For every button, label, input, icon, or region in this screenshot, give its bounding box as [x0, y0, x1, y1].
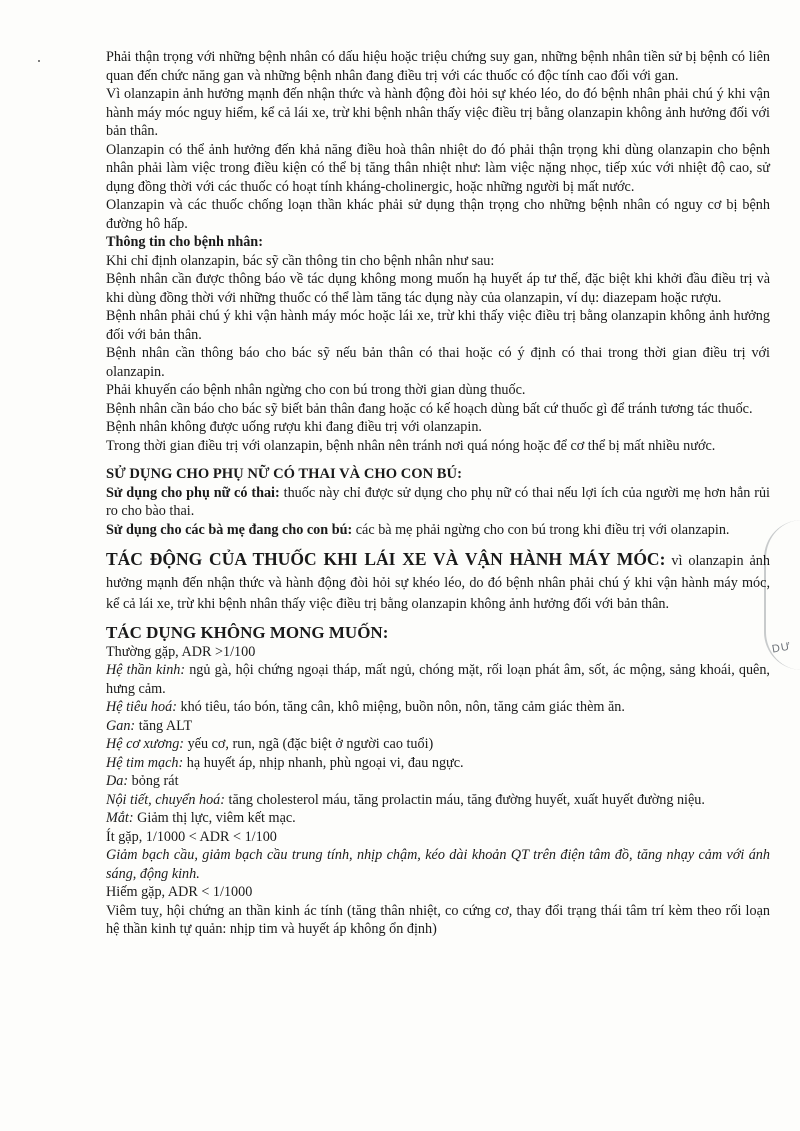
- adverse-row: [106, 661, 770, 698]
- driving-paragraph: [106, 549, 770, 614]
- adverse-row-text: tăng cholesterol máu, tăng prolactin máu, tăng đường huyết, xuất huyết đường niệu.: [225, 791, 705, 808]
- adverse-row-label: Hệ thần kinh:: [106, 662, 186, 678]
- adverse-row-text: ngủ gà, hội chứng ngoại tháp, mất ngủ, chóng mặt, rối loạn phát âm, sốt, ác mộng, sảng khoái, quên, hưng cảm.: [106, 662, 770, 697]
- list-item: Bệnh nhân phải chú ý khi vận hành máy móc hoặc lái xe, trừ khi thấy việc điều trị bằng olanzapin không ảnh hưởng đối với bản thân.: [106, 308, 770, 343]
- list-item: Bệnh nhân cần báo cho bác sỹ biết bản thân đang hoặc có kế hoạch dùng bất cứ thuốc gì để tránh tương tác thuốc.: [106, 400, 753, 417]
- adverse-uncommon: Ít gặp, 1/1000 < ADR < 1/100: [106, 828, 277, 845]
- adverse-row-label: Hệ cơ xương:: [106, 736, 185, 752]
- patient-info-heading: Thông tin cho bệnh nhân:: [106, 234, 263, 250]
- adverse-rare: Hiếm gặp, ADR < 1/1000: [106, 884, 253, 900]
- adverse-row-text: tăng ALT: [135, 717, 193, 734]
- patient-info-intro: Khi chỉ định olanzapin, bác sỹ cần thông tin cho bệnh nhân như sau:: [106, 252, 495, 269]
- adverse-row-text: yếu cơ, run, ngã (đặc biệt ở người cao tuổi): [184, 736, 434, 752]
- adverse-common: Thường gặp, ADR >1/100: [106, 643, 256, 660]
- pregnancy-paragraph: [106, 484, 770, 521]
- list-item: Phải khuyến cáo bệnh nhân ngừng cho con bú trong thời gian dùng thuốc.: [106, 382, 526, 398]
- pregnancy-text: thuốc này chỉ được sử dụng cho phụ nữ có thai nếu lợi ích của người mẹ hơn hẳn rủi ro cho bào thai.: [106, 484, 770, 519]
- paragraph: Olanzapin và các thuốc chống loạn thần khác phải sử dụng thận trọng cho những bệnh nhân có nguy cơ bị bệnh đường hô hấp.: [106, 197, 770, 232]
- adverse-row: [106, 809, 770, 828]
- lactation-paragraph: [106, 521, 770, 540]
- adverse-row: [106, 717, 770, 736]
- adverse-row-label: Da:: [106, 773, 129, 789]
- paragraph: Phải thận trọng với những bệnh nhân có dấu hiệu hoặc triệu chứng suy gan, những bệnh nhân tiền sử bị bệnh có liên quan đến chức năng gan và những bệnh nhân đang điều trị với các thuốc có độc tính cao đối với gan.: [106, 49, 770, 84]
- adverse-rare-text: Viêm tuỵ, hội chứng an thần kinh ác tính (tăng thân nhiệt, co cứng cơ, thay đổi trạng thái tâm trí kèm theo rối loạn hệ thần kinh tự quản: nhịp tim và huyết áp không ổn định): [106, 902, 770, 937]
- adverse-row-label: Gan:: [106, 717, 136, 734]
- adverse-row: [106, 754, 770, 773]
- lactation-text: các bà mẹ phải ngừng cho con bú trong khi điều trị với olanzapin.: [352, 521, 730, 538]
- adverse-row: [106, 791, 770, 810]
- adverse-row: [106, 772, 770, 791]
- list-item: Bệnh nhân cần được thông báo về tác dụng không mong muốn hạ huyết áp tư thế, đặc biệt khi khởi đầu điều trị và khi dùng đồng thời với những thuốc có thể làm tăng tác dụng này của olanzapin, ví dụ: diazepam hoặc rượu.: [106, 271, 770, 306]
- driving-heading: TÁC ĐỘNG CỦA THUỐC KHI LÁI XE VÀ VẬN HÀNH MÁY MÓC:: [106, 549, 666, 569]
- adverse-uncommon-text: Giảm bạch cầu, giảm bạch cầu trung tính, nhịp chậm, kéo dài khoản QT trên điện tâm đồ, tăng nhạy cảm với ánh sáng, động kinh.: [106, 847, 770, 882]
- adverse-row-label: Nội tiết, chuyển hoá:: [106, 791, 225, 808]
- list-item: Trong thời gian điều trị với olanzapin, bệnh nhân nên tránh nơi quá nóng hoặc để cơ thể bị mất nhiều nước.: [106, 437, 716, 454]
- adverse-row-text: hạ huyết áp, nhịp nhanh, phù ngoại vi, đau ngực.: [183, 754, 464, 771]
- document-body: [106, 48, 770, 939]
- adverse-row-text: bỏng rát: [128, 773, 179, 789]
- lactation-label: Sử dụng cho các bà mẹ đang cho con bú:: [106, 521, 353, 538]
- list-item: Bệnh nhân không được uống rượu khi đang điều trị với olanzapin.: [106, 419, 482, 435]
- adverse-row: [106, 698, 770, 717]
- stamp-fragment: DƯ: [771, 640, 793, 656]
- adverse-row-text: Giảm thị lực, viêm kết mạc.: [133, 810, 296, 826]
- driving-text: vì olanzapin ảnh hưởng mạnh đến nhận thức và hành động đòi hỏi sự khéo léo, do đó bệnh nhân phải chú ý khi vận hành máy móc, kể cả lái xe, trừ khi bệnh nhân thấy việc điều trị bằng olanzapin không ảnh hưởng đối với bản thân.: [106, 553, 770, 612]
- adverse-row-label: Mắt:: [106, 810, 134, 826]
- adverse-row-label: Hệ tim mạch:: [106, 754, 184, 771]
- pregnancy-heading: SỬ DỤNG CHO PHỤ NỮ CÓ THAI VÀ CHO CON BÚ:: [106, 466, 462, 482]
- list-item: Bệnh nhân cần thông báo cho bác sỹ nếu bản thân có thai hoặc có ý định có thai trong thời gian điều trị với olanzapin.: [106, 345, 770, 380]
- adverse-row: [106, 735, 770, 754]
- pregnancy-label: Sử dụng cho phụ nữ có thai:: [106, 484, 280, 501]
- paragraph: Olanzapin có thể ảnh hưởng đến khả năng điều hoà thân nhiệt do đó phải thận trọng khi dùng olanzapin cho bệnh nhân phải làm việc trong điều kiện có thể bị tăng thân nhiệt như: làm việc nặng nhọc, tiếp xúc với nhiệt độ cao, sử dụng đồng thời với các thuốc có hoạt tính kháng-cholinergic, hoặc những người bị mất nước.: [106, 141, 770, 195]
- adverse-row-label: Hệ tiêu hoá:: [106, 699, 177, 715]
- paragraph: Vì olanzapin ảnh hưởng mạnh đến nhận thức và hành động đòi hỏi sự khéo léo, do đó bệnh nhân phải chú ý khi vận hành máy móc nguy hiểm, kể cả lái xe, trừ khi bệnh nhân thấy việc điều trị bằng olanzapin không ảnh hưởng đối với bản thân.: [106, 86, 770, 139]
- adverse-row-text: khó tiêu, táo bón, tăng cân, khô miệng, buồn nôn, nôn, tăng cảm giác thèm ăn.: [176, 699, 625, 715]
- scan-speck: [38, 60, 40, 62]
- adverse-heading: TÁC DỤNG KHÔNG MONG MUỐN:: [106, 622, 389, 642]
